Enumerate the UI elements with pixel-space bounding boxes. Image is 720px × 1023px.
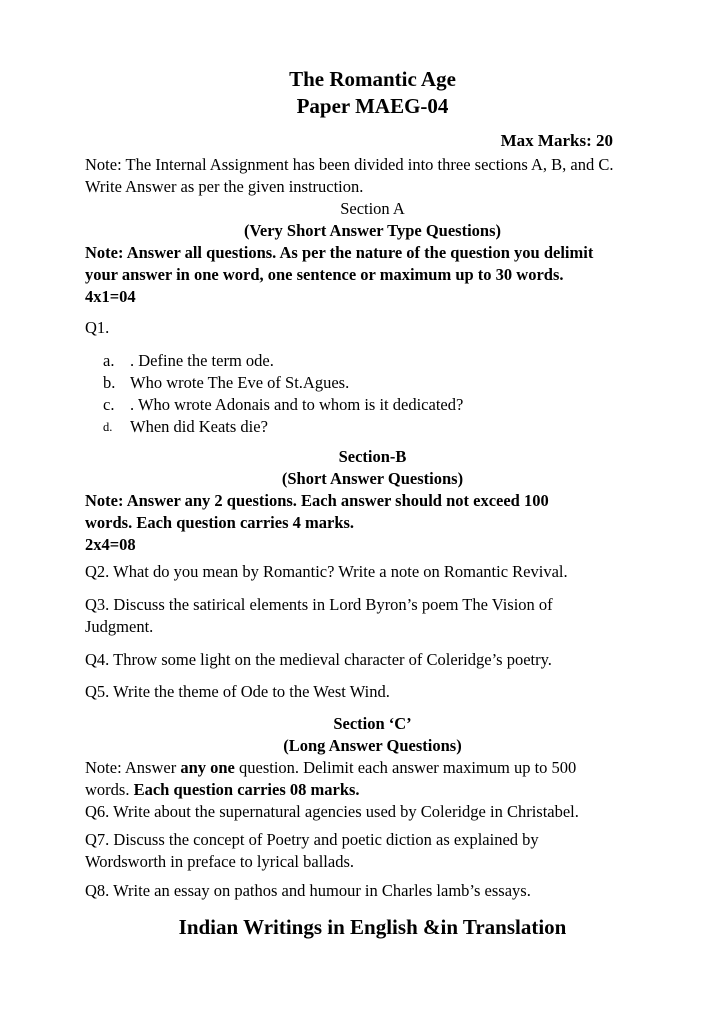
- section-b-heading: Section-B: [338, 447, 407, 466]
- question-7: [85, 829, 660, 873]
- paper-code-line: Paper MAEG-04: [296, 94, 449, 118]
- paper-title: [85, 66, 660, 120]
- section-a-note: [85, 242, 660, 308]
- section-a-note-line1: Note: Answer all questions. As per the nature of the question you delimit: [85, 243, 594, 262]
- paper-title-line: The Romantic Age: [289, 67, 456, 91]
- list-item-marker: c.: [103, 395, 115, 414]
- max-marks-label: Max Marks: 20: [500, 131, 613, 150]
- intro-note-line2: Write Answer as per the given instruction.: [85, 177, 364, 196]
- section-b-note-line1: Note: Answer any 2 questions. Each answer should not exceed 100: [85, 491, 549, 510]
- question-3-line2: Judgment.: [85, 617, 154, 636]
- question-5: Q5. Write the theme of Ode to the West Wind.: [85, 682, 390, 701]
- list-item-marker: a.: [103, 351, 115, 370]
- section-a-subheading: (Very Short Answer Type Questions): [244, 221, 501, 240]
- list-item: [103, 394, 660, 416]
- intro-note-line1: Note: The Internal Assignment has been divided into three sections A, B, and C.: [85, 155, 614, 174]
- list-item-text: . Who wrote Adonais and to whom is it dedicated?: [130, 395, 464, 414]
- list-item-text: . Define the term ode.: [130, 351, 274, 370]
- question-1-list: [103, 350, 660, 438]
- section-c-note-seg3: question. Delimit each answer maximum up to 500: [234, 758, 577, 777]
- list-item: [103, 350, 660, 372]
- section-c-note-line1: [85, 757, 660, 779]
- list-item-text: When did Keats die?: [130, 417, 268, 436]
- section-a-note-line2: your answer in one word, one sentence or maximum up to 30 words.: [85, 265, 564, 284]
- section-b-subheading: (Short Answer Questions): [281, 469, 464, 488]
- section-c-note-seg4: words.: [85, 780, 134, 799]
- list-item-marker: d.: [103, 420, 113, 434]
- section-c-note: [85, 757, 660, 801]
- section-b-note-line2: words. Each question carries 4 marks.: [85, 513, 355, 532]
- question-2: Q2. What do you mean by Romantic? Write a note on Romantic Revival.: [85, 562, 568, 581]
- question-1-label: Q1.: [85, 318, 110, 337]
- list-item: [103, 372, 660, 394]
- section-b-note: [85, 490, 660, 556]
- section-a-note-marks: 4x1=04: [85, 287, 136, 306]
- question-7-line2: Wordsworth in preface to lyrical ballads.: [85, 852, 354, 871]
- section-b-note-marks: 2x4=08: [85, 535, 136, 554]
- list-item: [103, 416, 660, 438]
- section-c-note-line2: [85, 779, 660, 801]
- section-a-heading: Section A: [340, 199, 405, 218]
- list-item-text: Who wrote The Eve of St.Agues.: [130, 373, 350, 392]
- section-c-heading: Section ‘C’: [333, 714, 412, 733]
- question-7-line1: Q7. Discuss the concept of Poetry and poetic diction as explained by: [85, 830, 539, 849]
- section-c-note-seg1: Note: Answer: [85, 758, 181, 777]
- question-3: [85, 594, 660, 638]
- question-8: Q8. Write an essay on pathos and humour in Charles lamb’s essays.: [85, 881, 531, 900]
- section-c-note-seg5: Each question carries 08 marks.: [133, 780, 360, 799]
- question-4: Q4. Throw some light on the medieval character of Coleridge’s poetry.: [85, 650, 552, 669]
- section-c-subheading: (Long Answer Questions): [283, 736, 462, 755]
- list-item-marker: b.: [103, 373, 116, 392]
- question-3-line1: Q3. Discuss the satirical elements in Lord Byron’s poem The Vision of: [85, 595, 553, 614]
- next-paper-heading: Indian Writings in English &in Translation: [178, 915, 567, 939]
- section-c-note-seg2: any one: [180, 758, 235, 777]
- intro-note: [85, 154, 660, 198]
- question-6: Q6. Write about the supernatural agencies used by Coleridge in Christabel.: [85, 802, 579, 821]
